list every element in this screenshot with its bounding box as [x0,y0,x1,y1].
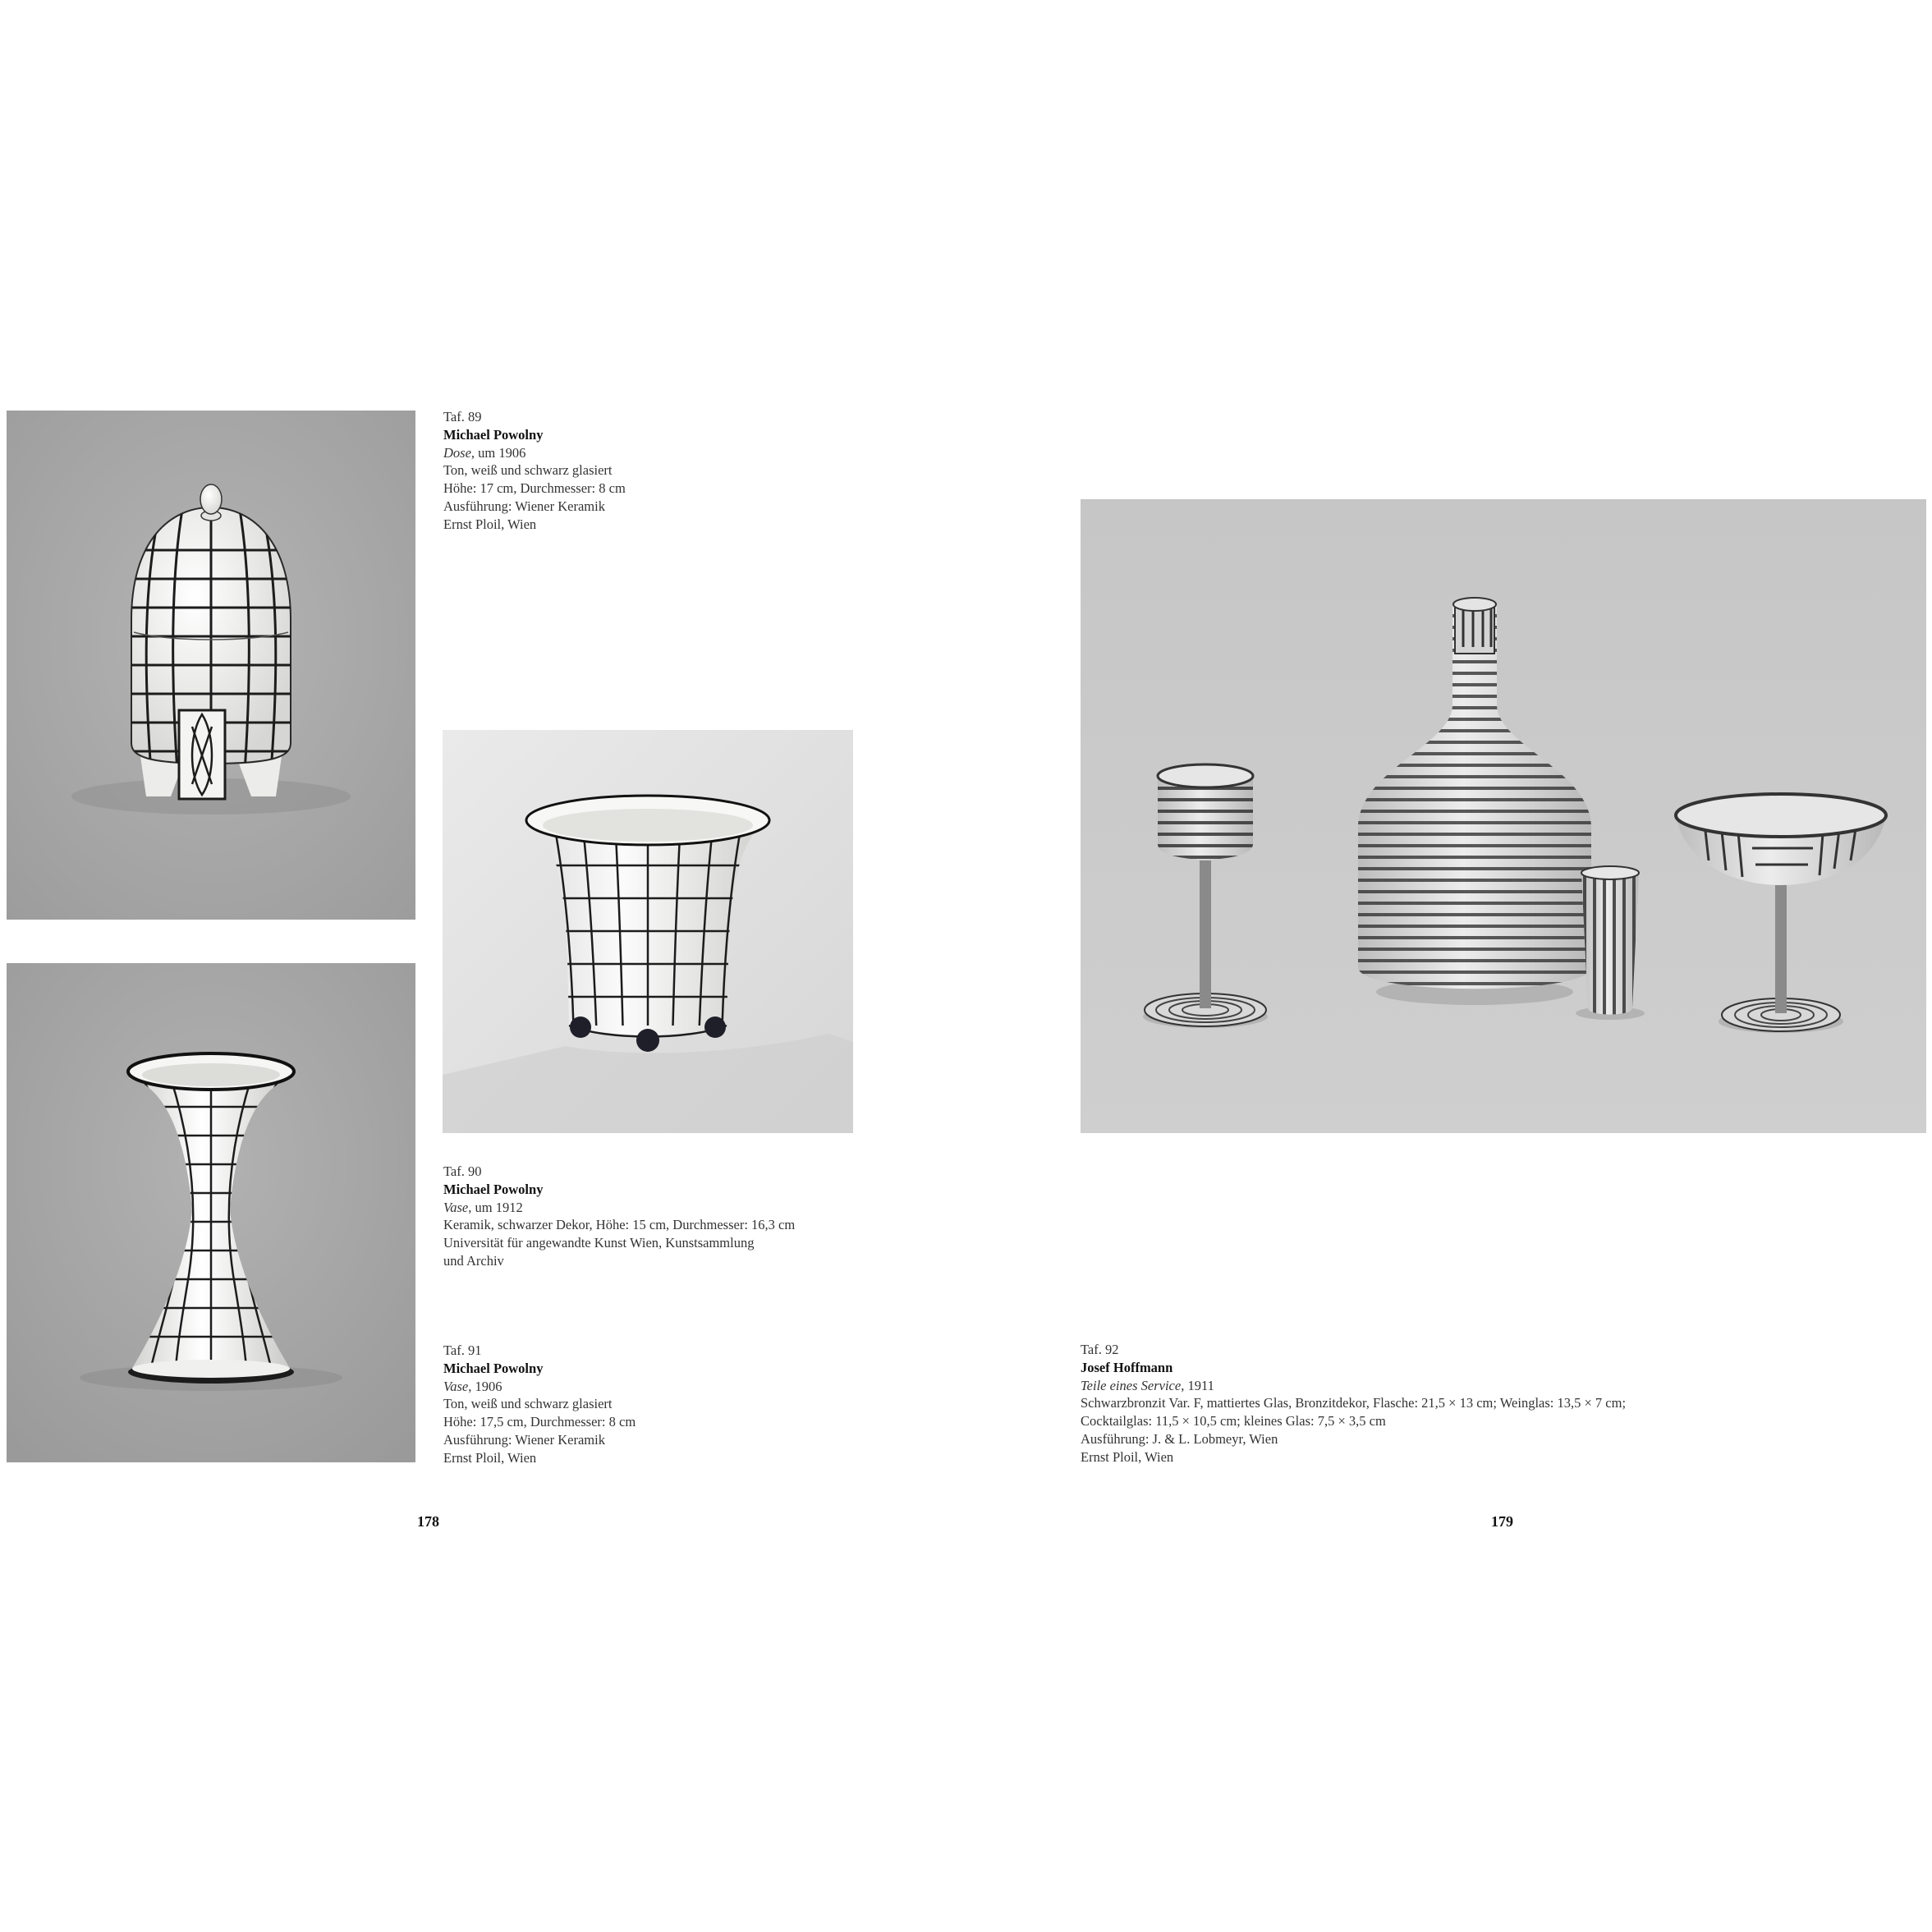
plate-artist: Josef Hoffmann [1081,1359,1173,1375]
plate-title: Dose [443,444,471,461]
caption-line: Ton, weiß und schwarz glasiert [443,1396,613,1412]
caption-line: Cocktailglas: 11,5 × 10,5 cm; kleines Glas: 7,5 × 3,5 cm [1081,1413,1386,1429]
caption-line: Schwarzbronzit Var. F, mattiertes Glas, Bronzitdekor, Flasche: 21,5 × 13 cm; Weinglas: 13,5 × 7 cm; [1081,1395,1627,1411]
plate-artist: Michael Powolny [443,1360,544,1376]
caption-line: Höhe: 17 cm, Durchmesser: 8 cm [443,480,626,497]
plate-title: Teile eines Service [1081,1377,1182,1393]
caption-plate-92 [1081,1341,1626,1466]
plate-artist: Michael Powolny [443,1181,544,1197]
plate-number: Taf. 90 [443,1163,482,1179]
plate-date: , 1906 [468,1378,503,1394]
plate-title-line [1081,1377,1626,1395]
caption-line: Ernst Ploil, Wien [443,516,537,532]
caption-plate-89 [443,408,626,534]
hourglass-vase-illustration [7,963,415,1462]
plate-date: , um 1906 [470,444,526,461]
plate-title-line [443,1378,636,1396]
caption-plate-90 [443,1163,795,1270]
caption-line: Keramik, schwarzer Dekor, Höhe: 15 cm, Durchmesser: 16,3 cm [443,1217,796,1233]
caption-line: Höhe: 17,5 cm, Durchmesser: 8 cm [443,1414,636,1430]
caption-line: Ton, weiß und schwarz glasiert [443,462,613,479]
caption-line: Ausführung: Wiener Keramik [443,1431,605,1448]
plate-number: Taf. 91 [443,1342,482,1358]
glass-service-illustration [1081,499,1926,1133]
plate-artist: Michael Powolny [443,426,544,443]
photo-plate-89-dose [7,411,415,920]
caption-line: Ausführung: J. & L. Lobmeyr, Wien [1081,1430,1278,1447]
caption-line: Universität für angewandte Kunst Wien, Kunstsammlung [443,1235,755,1251]
photo-plate-92-service [1081,499,1926,1133]
caption-plate-91 [443,1342,636,1467]
caption-line: Ernst Ploil, Wien [443,1449,537,1466]
page-number-left: 178 [417,1513,439,1530]
footed-vase-illustration [443,730,853,1133]
photo-plate-90-vase [443,730,853,1133]
caption-line: Ernst Ploil, Wien [1081,1448,1174,1465]
plate-title-line [443,444,626,462]
plate-title-line [443,1199,795,1217]
plate-number: Taf. 89 [443,409,482,424]
plate-number: Taf. 92 [1081,1342,1119,1357]
photo-plate-91-vase [7,963,415,1462]
plate-title: Vase [443,1199,469,1215]
plate-title: Vase [443,1378,469,1394]
plate-date: , um 1912 [468,1199,523,1215]
plate-date: , 1911 [1181,1377,1214,1393]
caption-line: Ausführung: Wiener Keramik [443,498,605,514]
caption-line: und Archiv [443,1252,504,1269]
dose-illustration [7,411,415,920]
page-number-right: 179 [1491,1513,1513,1530]
